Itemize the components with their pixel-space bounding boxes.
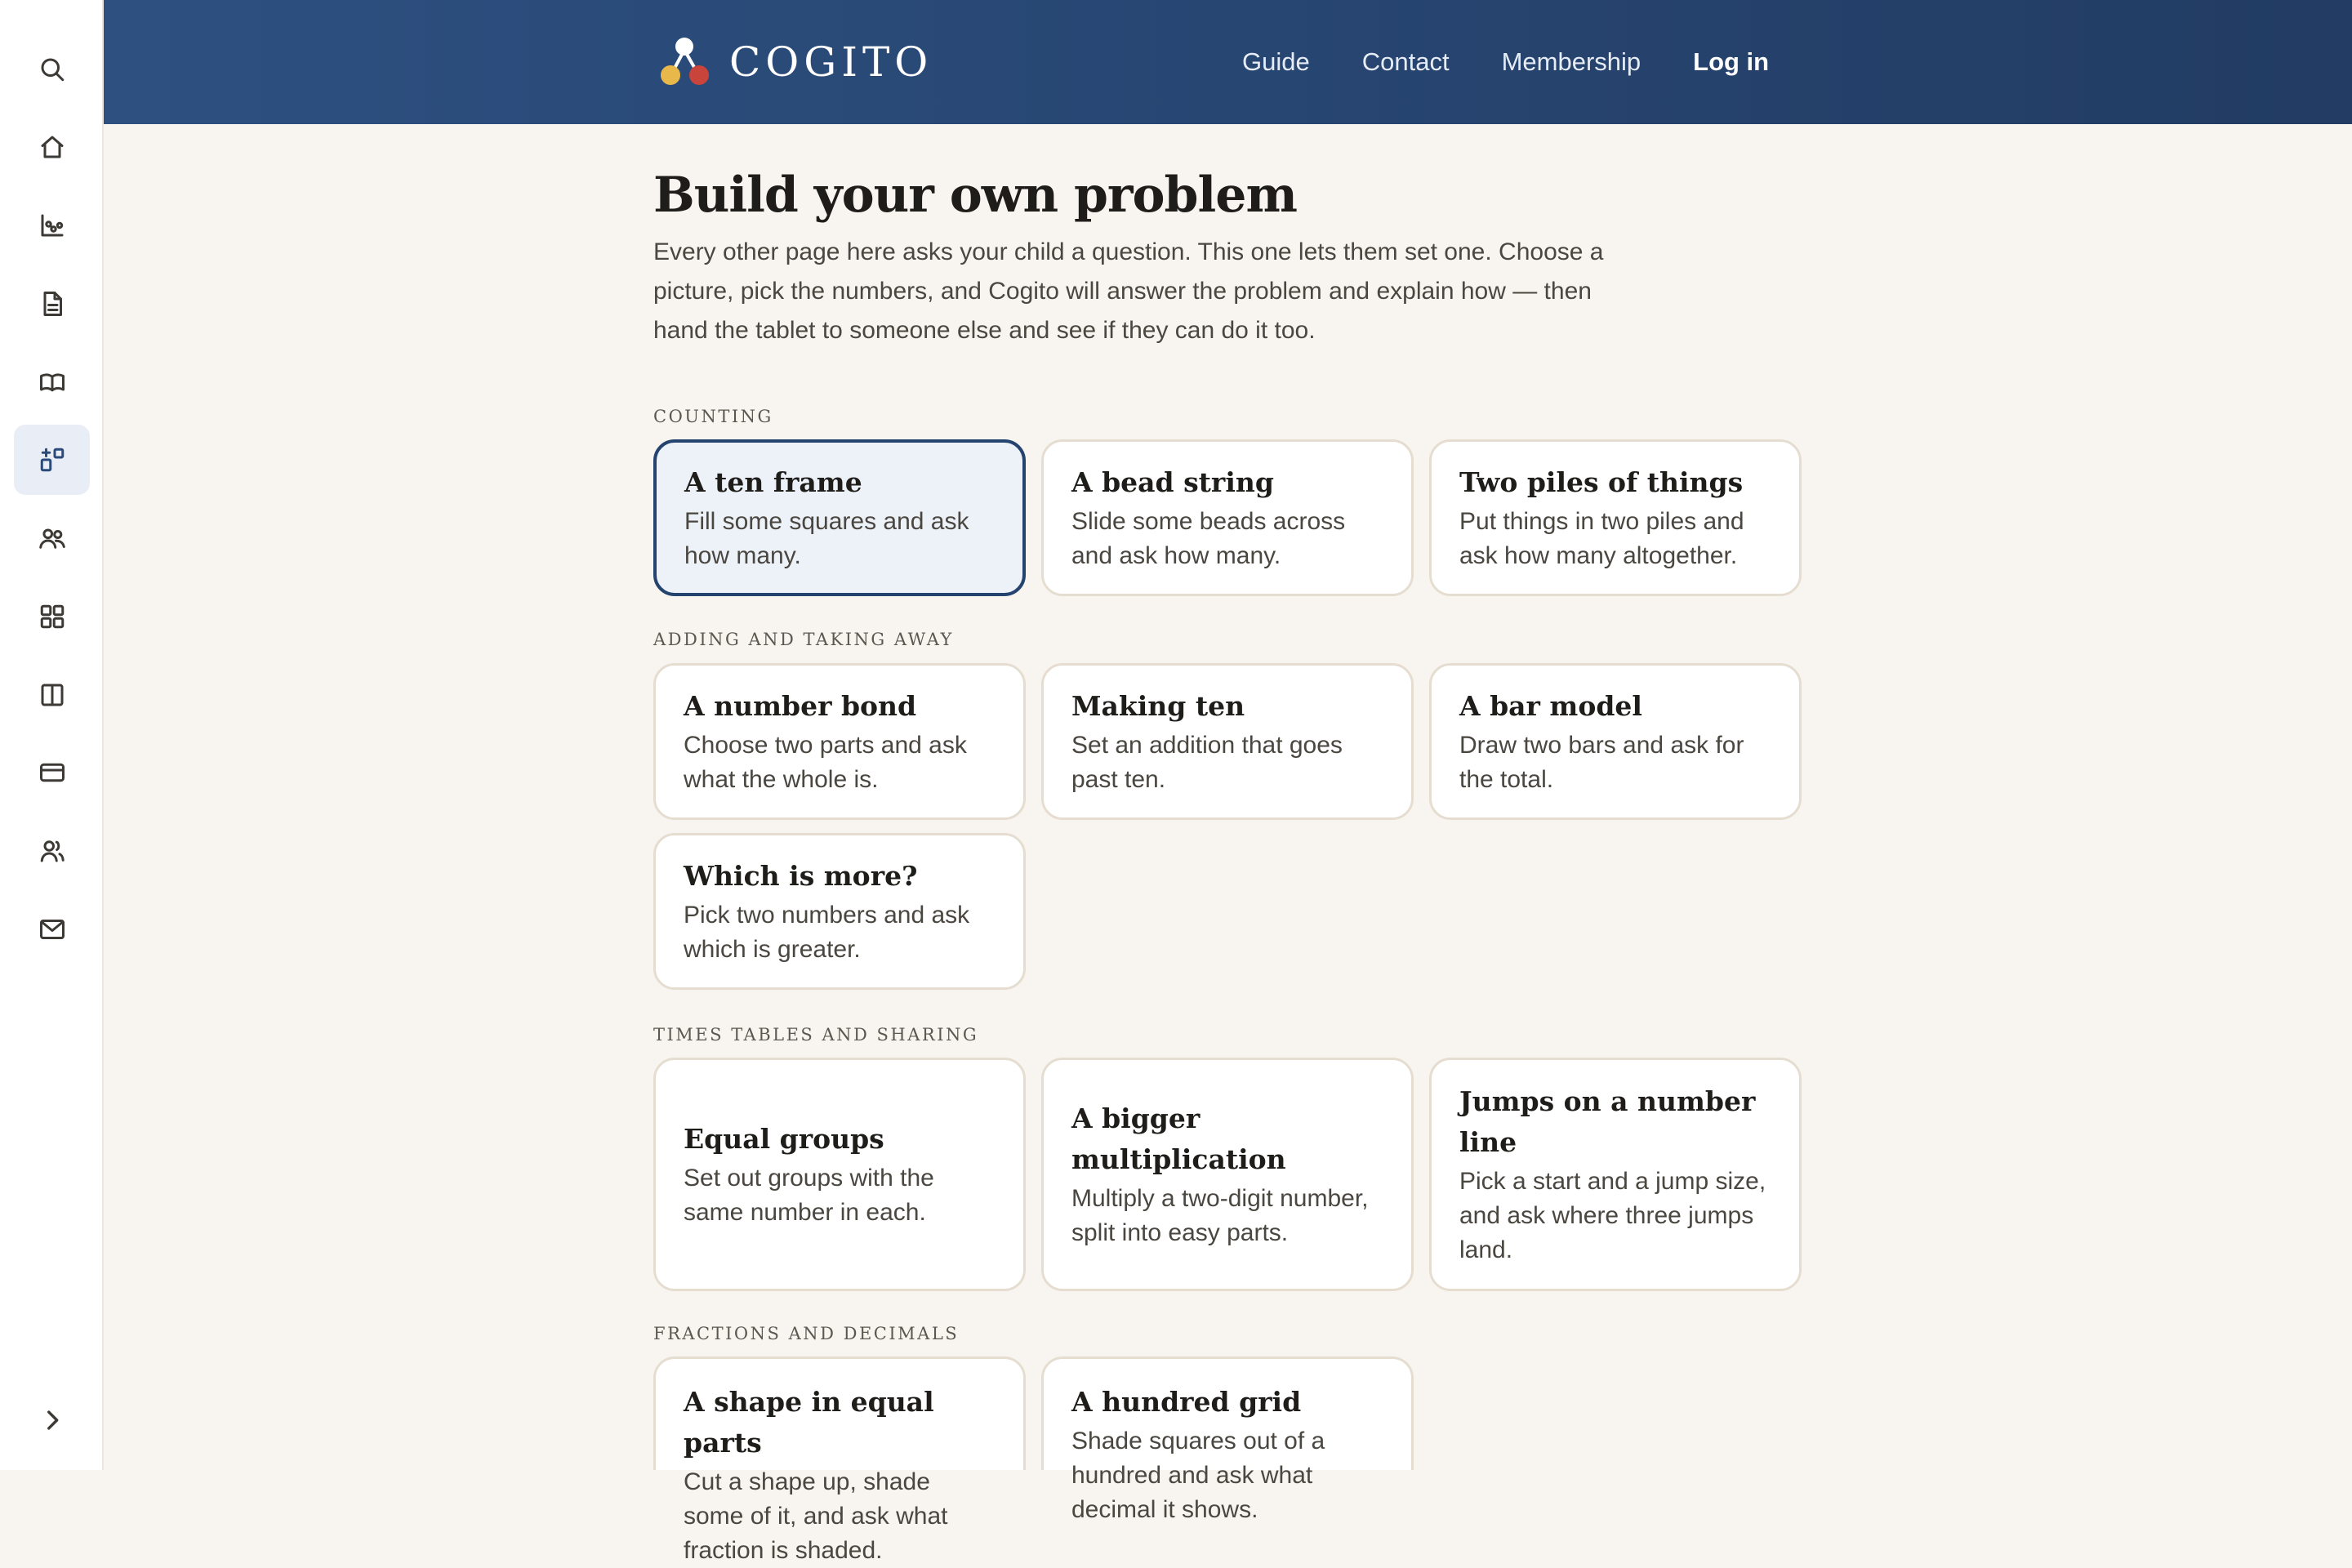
- rail-family[interactable]: [14, 503, 90, 573]
- card-bead-string[interactable]: [1041, 439, 1414, 596]
- search-icon: [38, 55, 67, 84]
- document-icon: [38, 289, 67, 318]
- side-rail: [0, 0, 104, 1470]
- book-icon: [38, 368, 67, 397]
- card-description: Fill some squares and ask how many.: [684, 508, 969, 569]
- card-bar-model[interactable]: [1429, 663, 1802, 820]
- card-title: Jumps on a number line: [1459, 1085, 1756, 1158]
- card-description: Put things in two piles and ask how many altogether.: [1459, 508, 1744, 569]
- card-bigger-multiplication[interactable]: [1041, 1058, 1414, 1291]
- section-label-fractions: FRACTIONS AND DECIMALS: [653, 1324, 960, 1343]
- card-description: Pick two numbers and ask which is greater.: [684, 902, 970, 963]
- card-description: Set an addition that goes past ten.: [1071, 732, 1343, 793]
- section-label-adding: ADDING AND TAKING AWAY: [653, 630, 954, 649]
- rail-progress[interactable]: [14, 190, 90, 261]
- card-title: Which is more?: [684, 860, 918, 892]
- brand-name: COGITO: [729, 38, 933, 86]
- card-title: A bigger multiplication: [1071, 1102, 1286, 1175]
- card-description: Cut a shape up, shade some of it, and ask what fraction is shaded.: [684, 1468, 948, 1564]
- card-title: Making ten: [1071, 690, 1245, 722]
- rail-expand-button[interactable]: [14, 1385, 90, 1455]
- top-header: [104, 0, 2352, 124]
- group-icon: [38, 523, 67, 553]
- card-icon: [38, 758, 67, 787]
- chevron-right-icon: [38, 1406, 66, 1434]
- card-title: A number bond: [684, 690, 917, 722]
- card-shape-equal-parts[interactable]: [653, 1356, 1026, 1564]
- rail-search[interactable]: [14, 34, 90, 105]
- card-title: Equal groups: [684, 1123, 884, 1155]
- columns-icon: [38, 680, 67, 710]
- card-title: A ten frame: [684, 466, 862, 498]
- card-title: A bead string: [1071, 466, 1274, 498]
- rail-build-problem[interactable]: [14, 425, 90, 495]
- rail-worksheets[interactable]: [14, 269, 90, 339]
- card-title: A hundred grid: [1071, 1386, 1302, 1418]
- card-two-piles[interactable]: [1429, 439, 1802, 596]
- rail-billing[interactable]: [14, 737, 90, 808]
- build-problem-icon: [38, 445, 67, 474]
- main-nav: [1242, 38, 1769, 87]
- rail-stories[interactable]: [14, 347, 90, 417]
- chart-icon: [38, 211, 67, 240]
- card-description: Shade squares out of a hundred and ask what decimal it shows.: [1071, 1428, 1325, 1523]
- card-equal-groups[interactable]: [653, 1058, 1026, 1291]
- rail-account[interactable]: [14, 816, 90, 886]
- nav-membership[interactable]: Membership: [1501, 47, 1642, 76]
- card-ten-frame[interactable]: [653, 439, 1026, 596]
- nav-contact[interactable]: Contact: [1361, 47, 1450, 76]
- page-title: Build your own problem: [653, 167, 1297, 224]
- card-title: A bar model: [1459, 690, 1642, 722]
- users-icon: [38, 836, 67, 866]
- rail-messages[interactable]: [14, 894, 90, 964]
- card-description: Multiply a two-digit number, split into easy parts.: [1071, 1185, 1369, 1246]
- nav-log-in[interactable]: Log in: [1693, 47, 1770, 76]
- card-title: Two piles of things: [1459, 466, 1744, 498]
- rail-activities[interactable]: [14, 581, 90, 652]
- card-description: Pick a start and a jump size, and ask where three jumps land.: [1459, 1168, 1766, 1263]
- card-description: Draw two bars and ask for the total.: [1459, 732, 1744, 793]
- home-icon: [38, 132, 67, 162]
- card-number-line-jumps[interactable]: [1429, 1058, 1802, 1291]
- nav-guide[interactable]: Guide: [1242, 47, 1310, 76]
- grid-icon: [38, 602, 67, 631]
- card-description: Slide some beads across and ask how many.: [1071, 508, 1346, 569]
- section-label-times-tables: TIMES TABLES AND SHARING: [653, 1025, 979, 1045]
- section-label-counting: COUNTING: [653, 407, 773, 426]
- mail-icon: [38, 915, 67, 944]
- card-number-bond[interactable]: [653, 663, 1026, 820]
- page-intro: Every other page here asks your child a question. This one lets them set one. Choose a picture, pick the numbers, and Cogito will answer the problem and explain how — then hand the tablet to someone else and see if they can do it too.: [653, 238, 1604, 344]
- card-making-ten[interactable]: [1041, 663, 1414, 820]
- card-hundred-grid[interactable]: [1041, 1356, 1414, 1523]
- rail-home[interactable]: [14, 112, 90, 182]
- rail-library[interactable]: [14, 660, 90, 730]
- cogito-logo-icon: [656, 33, 713, 91]
- brand-logo[interactable]: [656, 33, 933, 91]
- card-description: Choose two parts and ask what the whole is.: [684, 732, 967, 793]
- card-title: A shape in equal parts: [684, 1386, 934, 1459]
- card-description: Set out groups with the same number in each.: [684, 1165, 934, 1226]
- card-which-is-more[interactable]: [653, 833, 1026, 990]
